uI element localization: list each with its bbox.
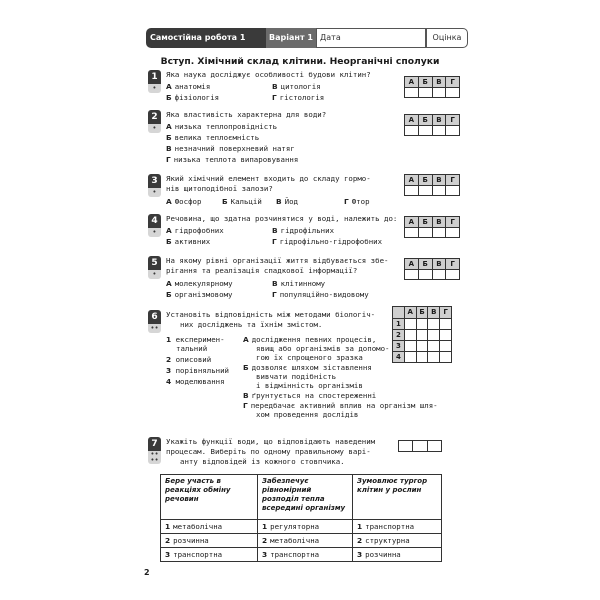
table-header: Бере участь в реакціях обміну речовин: [161, 475, 258, 520]
match-left-3: 3 порівняльний: [166, 366, 230, 375]
question-text: Яка наука досліджує особливості будови клітин?: [166, 70, 371, 79]
table-answer-grid[interactable]: [398, 440, 442, 452]
option-a[interactable]: А Фосфор: [166, 197, 202, 206]
header-bar: [146, 28, 468, 48]
answer-grid[interactable]: А Б В Г: [404, 76, 460, 98]
question-number: 4: [148, 214, 161, 228]
matching-answer-grid[interactable]: А Б В Г 1 2 3 4: [392, 306, 452, 363]
question-text: Речовина, що здатна розчинятися у воді, належить до:: [166, 214, 398, 223]
difficulty-dot: •: [148, 228, 161, 237]
difficulty-dot: ••: [148, 324, 161, 333]
question-number: 5: [148, 256, 161, 270]
functions-table: [160, 474, 442, 562]
page-number: 2: [144, 568, 150, 577]
question-text-line-1: Який хімічний елемент входить до складу гормо-: [166, 174, 371, 183]
table-header: Зумовлює тургор клітин у рослин: [353, 475, 442, 520]
option-b[interactable]: Б велика теплоємність: [166, 133, 260, 142]
header-title: Самостійна робота 1: [146, 28, 266, 48]
option-a[interactable]: А гідрофобних: [166, 226, 224, 235]
question-text-line-2: рігання та реалізація спадкової інформації?: [166, 266, 358, 275]
answer-grid[interactable]: А Б В Г: [404, 258, 460, 280]
question-number: 3: [148, 174, 161, 188]
question-text-line-2: нів щитоподібної залози?: [166, 184, 273, 193]
option-b[interactable]: Б активних: [166, 237, 211, 246]
option-g[interactable]: Г низька теплота випаровування: [166, 155, 299, 164]
question-text-line-1: Установіть відповідність між методами біологіч-: [166, 310, 376, 319]
option-a[interactable]: А анатомія: [166, 82, 211, 91]
score-field[interactable]: Оцінка: [426, 28, 468, 48]
table-header: Забезпечує рівномірний розподіл тепла всередині організму: [258, 475, 353, 520]
question-text: Яка властивість характерна для води?: [166, 110, 327, 119]
question-number: 7: [148, 437, 161, 451]
difficulty-dot: •: [148, 84, 161, 93]
option-v[interactable]: В Йод: [276, 197, 298, 206]
table-row: 1 метаболічна 1 регуляторна 1 транспортна: [161, 520, 442, 534]
match-left-4: 4 моделювання: [166, 377, 225, 386]
table-row: 3 транспортна 3 транспортна 3 розчинна: [161, 548, 442, 562]
match-right-b-cont1: вивчати подібність: [256, 372, 337, 381]
option-b[interactable]: Б організмовому: [166, 290, 233, 299]
match-right-a: А дослідження певних процесів,: [243, 335, 377, 344]
option-g[interactable]: Г гідрофільно-гідрофобних: [272, 237, 383, 246]
section-title: Вступ. Хімічний склад клітини. Неорганічні сполуки: [160, 56, 440, 67]
difficulty-dot: •: [148, 124, 161, 133]
answer-grid[interactable]: А Б В Г: [404, 216, 460, 238]
question-text-line-2: процесам. Виберіть по одному правильному варі-: [166, 447, 371, 456]
option-v[interactable]: В клітинному: [272, 279, 326, 288]
match-right-v: В ґрунтується на спостереженні: [243, 391, 377, 400]
match-right-a-cont2: гою їх спрощеного зразка: [256, 353, 363, 362]
difficulty-dot: •• ••: [148, 451, 161, 464]
option-v[interactable]: В цитологія: [272, 82, 321, 91]
match-right-a-cont1: явищ або організмів за допомо-: [256, 344, 390, 353]
answer-grid[interactable]: А Б В Г: [404, 174, 460, 196]
answer-grid[interactable]: А Б В Г: [404, 114, 460, 136]
question-number: 2: [148, 110, 161, 124]
header-variant: Варіант 1: [266, 28, 316, 48]
match-left-1-cont: тальний: [176, 344, 208, 353]
match-right-g-cont: хом проведення дослідів: [256, 410, 359, 419]
option-g[interactable]: Г Фтор: [344, 197, 370, 206]
table-row: 2 розчинна 2 метаболічна 2 структурна: [161, 534, 442, 548]
match-right-g: Г передбачає активний вплив на організм шля-: [243, 401, 438, 410]
option-v[interactable]: В гідрофільних: [272, 226, 335, 235]
match-left-2: 2 описовий: [166, 355, 212, 364]
date-field[interactable]: Дата: [316, 28, 426, 48]
option-g[interactable]: Г популяційно-видовому: [272, 290, 369, 299]
question-text-line-1: Укажіть функції води, що відповідають наведеним: [166, 437, 376, 446]
option-a[interactable]: А низька теплопровідність: [166, 122, 278, 131]
match-left-1: 1 експеримен-: [166, 335, 225, 344]
question-number: 1: [148, 70, 161, 84]
option-v[interactable]: В незначний поверхневий натяг: [166, 144, 295, 153]
difficulty-dot: •: [148, 188, 161, 197]
question-number: 6: [148, 310, 161, 324]
option-b[interactable]: Б фізіологія: [166, 93, 220, 102]
match-right-b-cont2: і відмінність організмів: [256, 381, 363, 390]
option-b[interactable]: Б Кальцій: [222, 197, 262, 206]
match-right-b: Б дозволяє шляхом зіставлення: [243, 363, 372, 372]
question-text-line-1: На якому рівні організації життя відбувається збе-: [166, 256, 389, 265]
difficulty-dot: •: [148, 270, 161, 279]
option-g[interactable]: Г гістологія: [272, 93, 325, 102]
question-text-line-3: анту відповідей із кожного стовпчика.: [180, 457, 345, 466]
question-text-line-2: них досліджень та їхнім змістом.: [180, 320, 323, 329]
option-a[interactable]: А молекулярному: [166, 279, 233, 288]
